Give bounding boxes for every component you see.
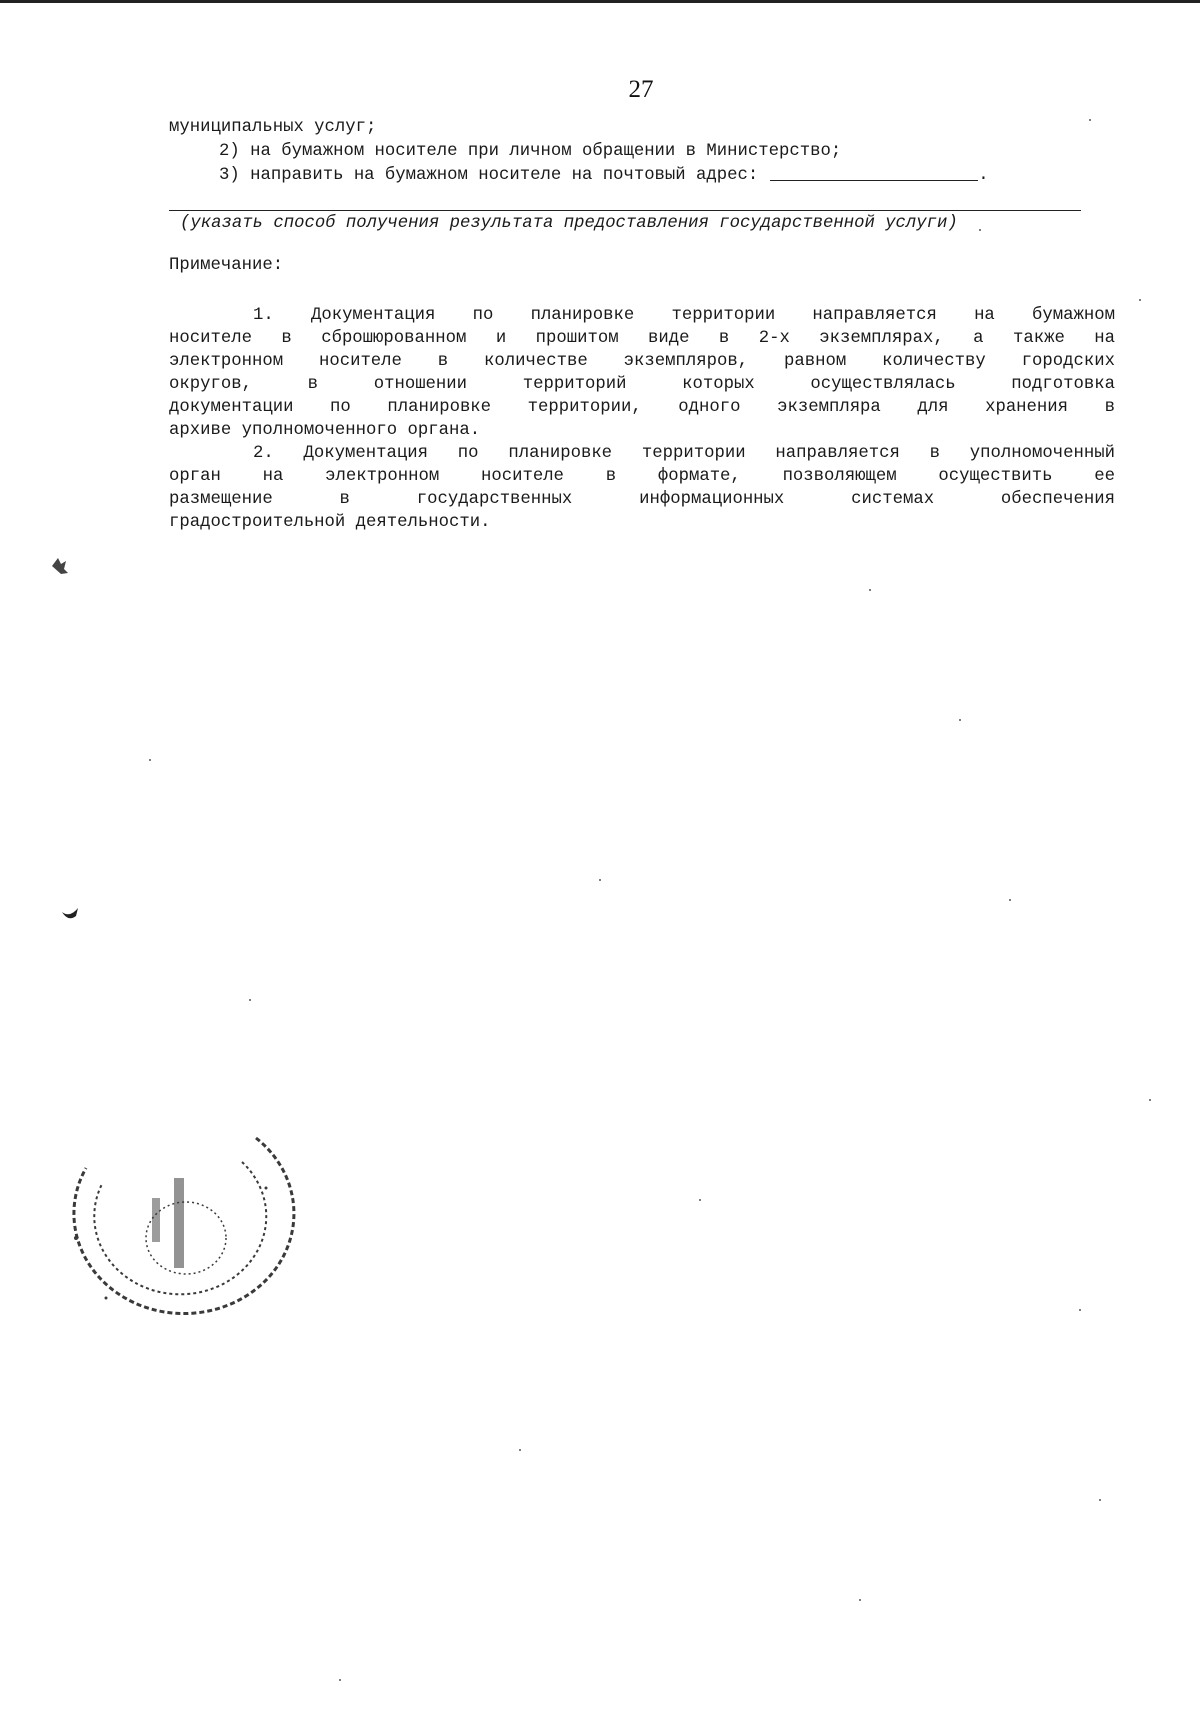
note-1-line-6: архиве уполномоченного органа. bbox=[169, 421, 481, 440]
body-line-2: 2) на бумажном носителе при личном обращении в Министерство; bbox=[219, 142, 842, 161]
body-line-3-end: . bbox=[978, 166, 989, 185]
note-1-line-2: носителе в сброшюрованном и прошитом виде в 2-х экземплярах, а также на bbox=[169, 329, 1115, 348]
note-2-line-1: 2. Документация по планировке территории направляется в уполномоченный bbox=[253, 444, 1115, 463]
note-1-line-5: документации по планировке территории, одного экземпляра для хранения в bbox=[169, 398, 1115, 417]
note-2-line-3: размещение в государственных информационных системах обеспечения bbox=[169, 490, 1115, 509]
page-number: 27 bbox=[628, 76, 654, 103]
note-heading: Примечание: bbox=[169, 256, 284, 275]
note-1-line-4: округов, в отношении территорий которых осуществлялась подготовка bbox=[169, 375, 1115, 394]
note-2-line-2: орган на электронном носителе в формате, позволяющем осуществить ее bbox=[169, 467, 1115, 486]
note-2-line-4: градостроительной деятельности. bbox=[169, 513, 491, 532]
official-seal-stamp bbox=[46, 1128, 306, 1348]
body-line-3-text: 3) направить на бумажном носителе на почтовый адрес: bbox=[219, 166, 759, 185]
note-1-line-3: электронном носителе в количестве экземпляров, равном количеству городских bbox=[169, 352, 1115, 371]
body-line-1: муниципальных услуг; bbox=[169, 118, 377, 137]
note-1-line-1: 1. Документация по планировке территории направляется на бумажном bbox=[253, 306, 1115, 325]
method-hint-caption: (указать способ получения результата предоставления государственной услуги) bbox=[180, 214, 958, 233]
